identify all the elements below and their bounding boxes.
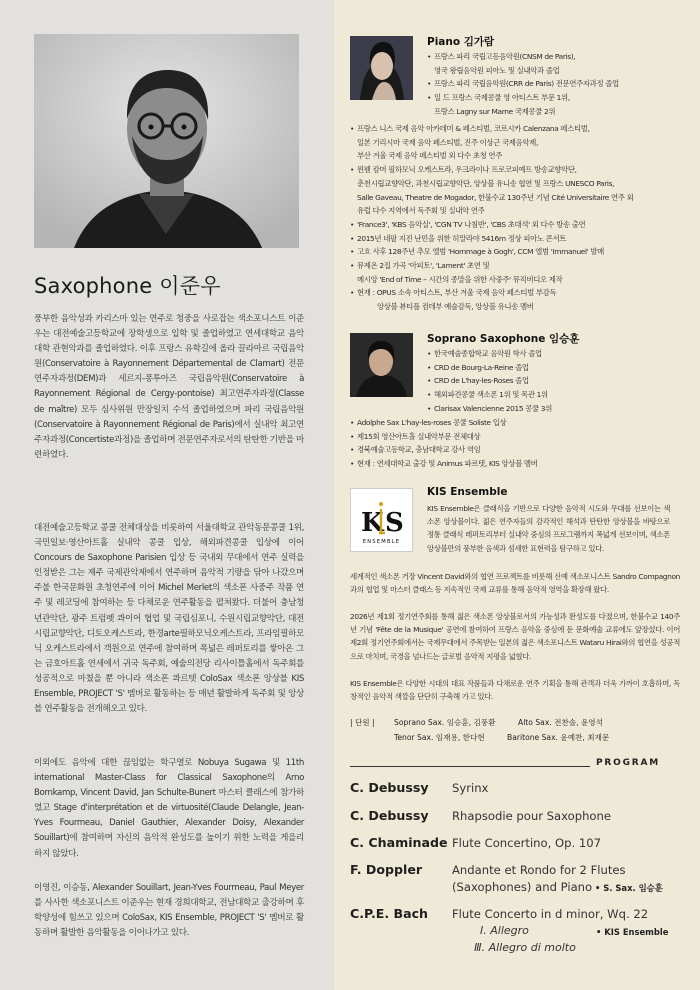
line: 춘천시립교향악단, 과천시립교향악단, 앙상블 유니송 협연 및 프랑스 UNESCO Paris, bbox=[357, 178, 615, 188]
performer-note: • S. Sax. 임승훈 bbox=[595, 883, 663, 893]
soloist-title: Saxophone 이준우 bbox=[34, 274, 221, 298]
line: 메시앙 'End of Time – 시간의 종말을 위한 사중주' 뮤직비디오 제작 bbox=[357, 274, 563, 284]
work-title: Rhapsodie pour Saxophone bbox=[452, 809, 611, 823]
bio-text: 대전예술고등학교 콩쿨 전체대상을 비롯하여 서울대학교 관악동문콩쿨 1위, 국민일보·영산아트홀 실내악 콩쿨 입상, 해외파견콩쿨 입상에 이어 Concours de Saxophone Parisien 입상 등 국내외 무대에서 연주 실력을 인정받은 그는 제주 국제관악제에서 연주하며 음악적 기량을 닦아 나갔으며 주불 한국문화원 초청연주에 이어 Michel Merlet의 색소폰 사중주 작품 연주 및 레코딩에 참여하는 등 다채로운 연주활동을 펼쳐왔다. 더불어 충남청년관악단, 광주 트럼펫 콰이어 협업 및 국립심포니, 수원시립교향악단, 대전시립교향악단, 디토오케스트라, 한경arte필하모닉오케스트라, 프라임필하모닉 오케스트라에서 객원으로 연주에 참여하며 폭넓은 레퍼토리를 쌓아온 그는 금호아트홀 연세에서 귀국 독주회, 예술의전당 리사이틀홀에서 독주회를 성공적으로 마쳤을 뿐 아니라 색소폰 콰르텟 ColoSax 색소폰 앙상블 KIS Ensemble, PROJECT 'S' 멤버로 활동하는 등 매년 활발하게 독주회 및 앙상블 연주활동을 전개해오고 있다. bbox=[34, 523, 304, 715]
work-title: Andante et Rondo for 2 Flutes bbox=[452, 863, 626, 877]
program-divider bbox=[350, 766, 590, 767]
line: • 2015년 네팔 지진 난민을 위한 히말라야 5416m 정상 피아노 콘서트 bbox=[357, 233, 567, 243]
line: • 현재 : OPUS 소속 아티스트, 부산 겨울 국제 음악 페스티벌 부감독 bbox=[357, 288, 557, 298]
bio-text: 이영진, 이승동, Alexander Souillart, Jean-Yves Fourmeau, Paul Meyer를 사사한 색소포니스트 이준우는 현재 경희대학교, 전남대학교 출강하며 후학양성에 힘쓰고 있으며 ColoSax, KIS Ensemble, PROJECT 'S' 멤버로 활동하며 활발한 음악활동을 이어나가고 있다. bbox=[34, 883, 304, 939]
members-label: | 단원 | bbox=[350, 718, 375, 727]
work-title-line-2: (Saxophones) and Piano bbox=[452, 880, 593, 894]
line: • 프랑스 파리 국립음악원(CRR de Paris) 전문연주자과정 졸업 bbox=[434, 79, 619, 89]
line: • 프랑스 니스 국제 음악 아카데미 & 페스티벌, 코르시카 Calenzana 페스티벌, bbox=[357, 124, 590, 133]
bio-text: 풍부한 음악성과 카리스마 있는 연주로 청중을 사로잡는 색소포니스트 이준우는 대전예술고등학교에 장학생으로 입학 및 졸업하였고 연세대학교 음악대학 관현악과를 졸업하였다. 이후 프랑스 유학길에 올라 끌라마르 국립음악원(Conservatoire à Rayonnement Départemental de Clamart) 전문연주자과정(DEM)과 세르지-퐁투아즈 국립음악원(Conservatoire à Rayonnement Régional de Cergy-pontoise) 최고연주자과정(Classe de maître) 모두 심사위원 만장일치 수석 졸업하였으며 파리 국립음악원(Conservatoire à Rayonnement Régional de Paris)에서 실내악 최고연주자과정(Concertiste과정)을 졸업하며 전문연주자로서의 탄탄한 기반을 마련하였다. bbox=[34, 314, 304, 460]
work-title: Flute Concertino, Op. 107 bbox=[452, 836, 601, 850]
performer-portrait-image bbox=[34, 34, 299, 248]
svg-text:S: S bbox=[385, 508, 404, 538]
list-item bbox=[427, 77, 670, 91]
member-row: Soprano Sax. 임승훈, 김풍환 bbox=[394, 718, 496, 727]
bio-paragraph-1 bbox=[34, 312, 304, 463]
kis-name: KIS Ensemble bbox=[427, 486, 508, 498]
bio-paragraph-3 bbox=[34, 756, 304, 862]
pianist-photo bbox=[350, 36, 413, 100]
list-item bbox=[350, 259, 680, 286]
line: 부산 겨울 국제 음악 페스티벌 외 다수 초청 연주 bbox=[357, 151, 502, 161]
line: 영국 왕립음악원 피아노 및 실내악과 졸업 bbox=[434, 65, 560, 75]
composer: C. Chaminade bbox=[350, 835, 448, 850]
performer-note: • KIS Ensemble bbox=[596, 927, 669, 937]
composer: C. Debussy bbox=[350, 780, 429, 795]
bio-paragraph-2 bbox=[34, 521, 304, 717]
member-row: Alto Sax. 전찬솔, 윤영석 bbox=[518, 718, 603, 727]
list-item: • CRD de Bourg-La-Reine 졸업 bbox=[427, 361, 670, 375]
kis-logo bbox=[350, 488, 413, 552]
member-row: Tenor Sax. 임재용, 한다현 bbox=[394, 733, 485, 742]
svg-text:K: K bbox=[361, 508, 384, 538]
member-row: Baritone Sax. 윤예찬, 최재문 bbox=[507, 733, 610, 742]
list-item: • Adolphe Sax L'hay-les-roses 콩쿨 Soliste 입상 bbox=[350, 416, 680, 430]
list-item: • 현재 : 연세대학교 출강 및 Animus 파르텟, KIS 앙상블 멤버 bbox=[350, 457, 680, 471]
piano-list-bottom bbox=[350, 122, 680, 314]
bio-paragraph-4 bbox=[34, 881, 304, 941]
line: • 뮤제온 2집 가곡 '아피토', 'Lament' 초연 및 bbox=[357, 261, 490, 271]
line: • 'France3', 'KBS 음악실', 'CGN TV 나침반', 'CBS 초대석' 외 다수 방송 출연 bbox=[357, 219, 586, 229]
list-item bbox=[350, 122, 680, 163]
line: 앙상블 뷰티플 컴데부 예술감독, 앙상블 유니송 멤버 bbox=[377, 302, 534, 312]
composer: C.P.E. Bach bbox=[350, 906, 429, 921]
list-item bbox=[350, 163, 680, 218]
work-title: Flute Concerto in d minor, Wq. 22 bbox=[452, 907, 649, 921]
list-item: • CRD de L'hay-les-Roses 졸업 bbox=[427, 374, 670, 388]
list-item bbox=[350, 245, 680, 259]
work-title: Syrinx bbox=[452, 781, 489, 795]
soprano-sax-name: Soprano Saxophone 임승훈 bbox=[427, 333, 580, 345]
pianist-name: Piano 김가람 bbox=[427, 36, 495, 48]
kis-history: 세계적인 색소폰 거장 Vincent David와의 협연 프로젝트를 비롯해 신예 색소포니스트 Sandro Compagnon과의 협업 및 마스터 클래스 등 지속적인 국제 교류를 통해 음악적 영역을 확장해 왔다. bbox=[350, 572, 680, 595]
composer: C. Debussy bbox=[350, 808, 429, 823]
bio-text: 이외에도 음악에 대한 끊임없는 학구열로 Nobuya Sugawa 및 11th international Master-Class for Classical Saxophone의 Arno Bornkamp, Vincent David, Jan Schulte-Bunert 마스터 클래스에 참가하였고 Stage d'interprétation et de virtuosité(Claude Delangle, Jean-Yves Fourmeau, Daniel Gauthier, Alexander Doisy, Alexander Souillart)에 참여하며 자신의 음악적 완성도를 높이기 위한 노력을 게을리 하지 않았다. bbox=[34, 758, 304, 859]
list-item bbox=[350, 218, 680, 232]
line: • 프랑스 파리 국립고등음악원(CNSM de Paris), bbox=[434, 52, 576, 61]
line: • 고흐 사후 128주년 추모 앨범 'Hommage à Gogh', CCM 앨범 'Immanuel' 발매 bbox=[357, 247, 604, 257]
kis-logo-graphic bbox=[351, 489, 412, 551]
list-item: • 한국예술종합학교 음악원 학사 졸업 bbox=[427, 347, 670, 361]
line: 일본 기리시마 국제 음악 페스티벌, 진주 이상근 국제음악제, bbox=[357, 137, 538, 147]
list-item: • 경북예술고등학교, 충남대학교 강사 역임 bbox=[350, 443, 680, 457]
kis-intro: KIS Ensemble은 클래식을 기반으로 다양한 음악적 시도와 무대를 선보이는 색소폰 앙상블이다. 젊은 연주자들의 감각적인 해석과 탄탄한 앙상블을 바탕으로 정통 클래식 레퍼토리부터 실내악 중심의 프로그램까지 폭넓게 선보이며, 색소폰 앙상블만의 풍부한 음색과 섬세한 표현력을 탐구하고 있다. bbox=[427, 504, 670, 553]
soprano-portrait-image bbox=[350, 333, 413, 397]
piano-list-top bbox=[427, 50, 670, 119]
pianist-portrait-image bbox=[350, 36, 413, 100]
soprano-list-top bbox=[427, 347, 670, 416]
list-item bbox=[427, 91, 670, 118]
left-column bbox=[0, 0, 334, 990]
performer-photo bbox=[34, 34, 299, 248]
logo-text: ENSEMBLE bbox=[362, 539, 401, 545]
movement: Ⅲ. Allegro di molto bbox=[474, 941, 576, 954]
line: Salle Gaveau, Theatre de Mogador, 한불수교 130주년 기념 Cité Universitaire 연주 외 bbox=[357, 192, 634, 202]
line: • 윈웬 캄머 필하모닉 오케스트라, 우크라이나 프로코피예프 방송교향악단, bbox=[357, 165, 577, 175]
list-item: • 제15회 영산아트홀 실내악부문 전체대상 bbox=[350, 430, 680, 444]
line: 프랑스 Lagny sur Marne 국제콩쿨 2위 bbox=[434, 106, 556, 116]
list-item: • Clarisax Valencienne 2015 콩쿨 3위 bbox=[427, 402, 670, 416]
composer: F. Doppler bbox=[350, 862, 423, 877]
soprano-list-bottom bbox=[350, 416, 680, 471]
line: 유럽 다수 지역에서 독주회 및 실내악 연주 bbox=[357, 206, 485, 216]
kis-concerts: 2026년 제1회 정기연주회를 통해 젊은 색소폰 앙상블로서의 가능성과 완성도를 다졌으며, 한불수교 140주년 기념 'Fête de la Musique' 공연에 참여하여 프랑스 음악을 중심에 둔 문화예술 교류에도 앞장섰다. 이어 제2회 정기연주회에서는 국제무대에서 주목받는 일본의 젊은 색소포니스트 Wataru Hirai와의 협연을 성공적으로 마치며, 국경을 넘나드는 글로벌 음악적 지평을 넓혔다. bbox=[350, 612, 680, 661]
soprano-sax-photo bbox=[350, 333, 413, 397]
list-item bbox=[427, 50, 670, 77]
list-item bbox=[350, 232, 680, 246]
list-item bbox=[350, 286, 680, 313]
movement: Ⅰ. Allegro bbox=[480, 924, 529, 937]
list-item: • 해외파견콩쿨 색소폰 1위 및 목관 1위 bbox=[427, 388, 670, 402]
kis-closing: KIS Ensemble은 다양한 시대의 대표 작품들과 다채로운 연주 기획을 통해 관객과 더욱 가까이 호흡하며, 독창적인 음악적 색깔을 단단히 구축해 가고 있다. bbox=[350, 679, 680, 702]
program-heading: PROGRAM bbox=[596, 758, 661, 768]
line: • 일 드 프랑스 국제콩쿨 영 아티스트 부문 1위, bbox=[434, 93, 570, 103]
